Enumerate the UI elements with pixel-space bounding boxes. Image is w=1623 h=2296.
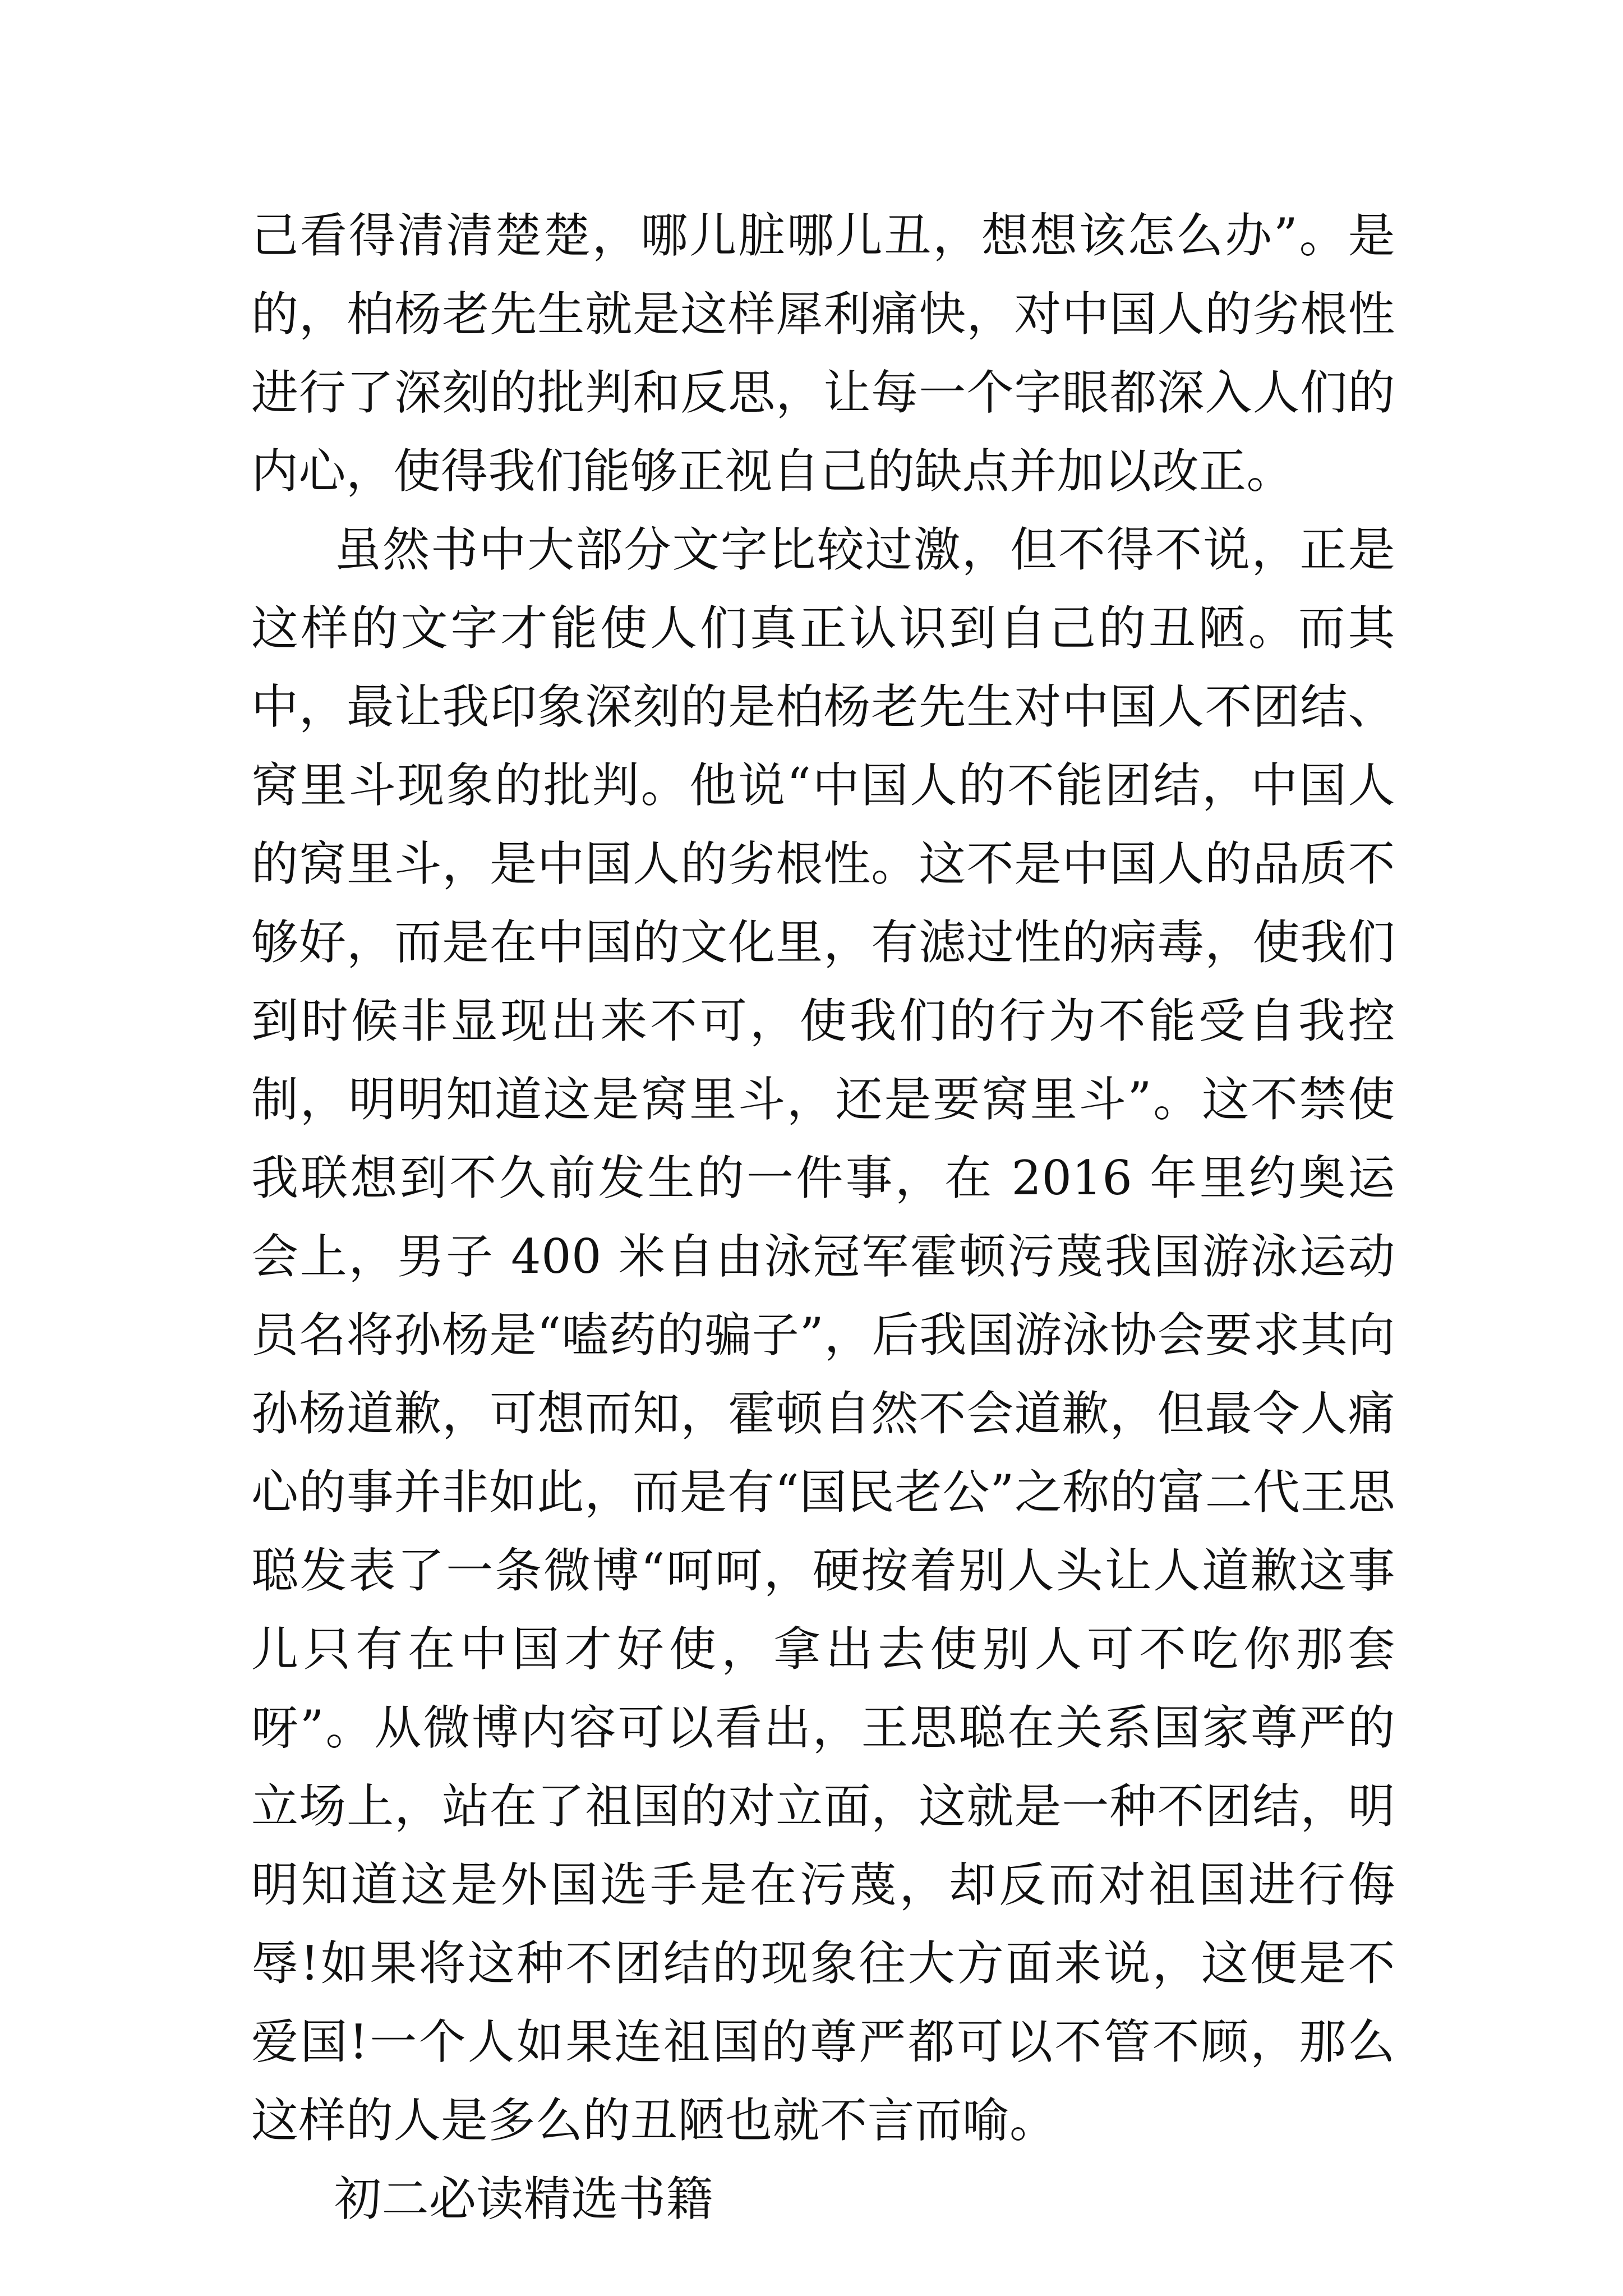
- paragraph-continuation: 己看得清清楚楚，哪儿脏哪儿丑，想想该怎么办”。是的，柏杨老先生就是这样犀利痛快，对中国人的劣根性进行了深刻的批判和反思，让每一个字眼都深入人们的内心，使得我们能够正视自己的缺点并加以改正。: [251, 208, 1395, 499]
- document-body: [251, 196, 1395, 2238]
- section-heading: 初二必读精选书籍: [334, 2171, 714, 2226]
- paragraph-main: 虽然书中大部分文字比较过激，但不得不说，正是这样的文字才能使人们真正认识到自己的丑陋。而其中，最让我印象深刻的是柏杨老先生对中国人不团结、窝里斗现象的批判。他说“中国人的不能团结，中国人的窝里斗，是中国人的劣根性。这不是中国人的品质不够好，而是在中国的文化里，有滤过性的病毒，使我们到时候非显现出来不可，使我们的行为不能受自我控制，明明知道这是窝里斗，还是要窝里斗”。这不禁使我联想到不久前发生的一件事，在 2016 年里约奥运会上，男子 400 米自由泳冠军霍顿污蔑我国游泳运动员名将孙杨是“嗑药的骗子”，后我国游泳协会要求其向孙杨道歉，可想而知，霍顿自然不会道歉，但最令人痛心的事并非如此，而是有“国民老公”之称的富二代王思聪发表了一条微博“呵呵，硬按着别人头让人道歉这事儿只有在中国才好使，拿出去使别人可不吃你那套呀”。从微博内容可以看出，王思聪在关系国家尊严的立场上，站在了祖国的对立面，这就是一种不团结，明明知道这是外国选手是在污蔑，却反而对祖国进行侮辱!如果将这种不团结的现象往大方面来说，这便是不爱国!一个人如果连祖国的尊严都可以不管不顾，那么这样的人是多么的丑陋也就不言而喻。: [251, 522, 1395, 2148]
